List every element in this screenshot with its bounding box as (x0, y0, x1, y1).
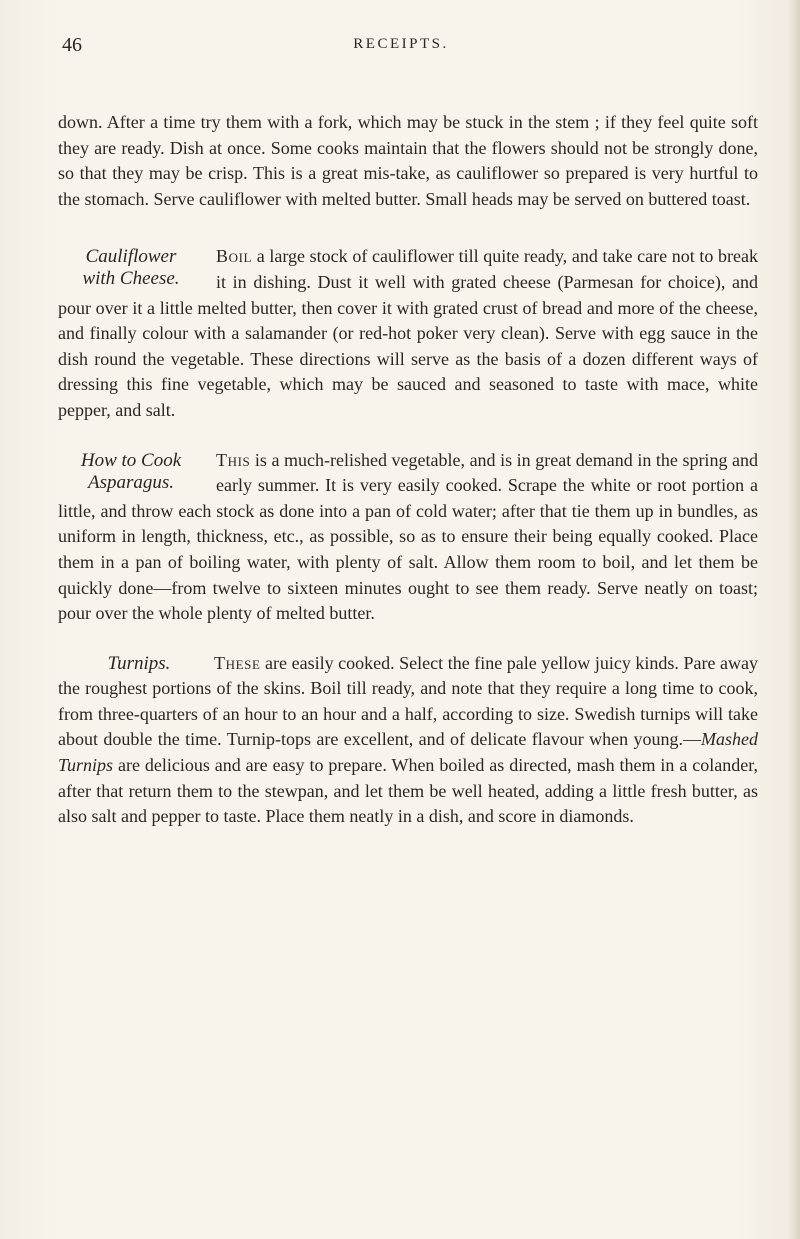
recipe-title-line: How to Cook (80, 449, 182, 471)
recipe-body-continued: are delicious and are easy to prepare. When boiled as directed, mash them in a colander, after that return them to the stewpan, and let them be well heated, adding a little fresh butter, as also salt and pepper to taste. Place them neatly in a dish, and score in diamonds. (58, 755, 758, 827)
recipe-title (58, 246, 204, 290)
recipe-title (72, 653, 206, 675)
continuation-paragraph: down. After a time try them with a fork, which may be stuck in the stem ; if they feel quite soft they are ready. Dish at once. Some cooks maintain that the flowers should not be strongly done, so that they may be crisp. This is a great mis-take, as cauliflower so prepared is very hurtful to the stomach. Serve cauliflower with melted butter. Small heads may be served on buttered toast. (58, 112, 758, 209)
recipe-title-line: Cauliflower (85, 246, 177, 268)
recipe-title-line: Asparagus. (87, 471, 175, 493)
page-edge-shadow (788, 0, 800, 1239)
recipe-turnips (58, 651, 758, 830)
recipe-cross-reference: Mashed Turnips (58, 729, 758, 776)
recipe-body: is a much-relished vegetable, and is in great demand in the spring and early summer. It is very easily cooked. Scrape the white or root portion a little, and throw each stock as done into a pan of cold water; after that tie them up in bundles, as uniform in length, thickness, etc., as possible, so as to ensure their being equally cooked. Place them in a pan of boiling water, with plenty of salt. Allow them room to boil, and let them be quickly done—from twelve to sixteen minutes ought to see them ready. Serve neatly on toast; pour over the whole plenty of melted butter. (58, 449, 758, 624)
recipe-title-line: with Cheese. (82, 268, 180, 290)
recipe-body: a large stock of cauliflower till quite ready, and take care not to break it in dishing. Dust it well with grated cheese (Parmesan for choice), and pour over it a little melted butter, then cover it with grated crust of bread and more of the cheese, and finally colour with a salamander (or red-hot poker very clean). Serve with egg sauce in the dish round the vegetable. These directions will serve as the basis of a dozen different ways of dressing this fine vegetable, which may be sauced and seasoned to taste with mace, white pepper, and salt. (58, 246, 758, 420)
recipe-lead-word: This (216, 449, 251, 470)
page-header (62, 34, 740, 64)
running-head: RECEIPTS. (353, 36, 449, 52)
recipe-lead-word: Boil (216, 246, 253, 267)
recipe-body: are easily cooked. Select the fine pale yellow juicy kinds. Pare away the roughest portions of the skins. Boil till ready, and note that they require a long time to cook, from three-quarters of an hour to an hour and a half, according to size. Swedish turnips will take about double the time. Turnip-tops are excellent, and of delicate flavour when young.— (58, 652, 758, 750)
text-block (58, 110, 758, 830)
recipe-title (58, 450, 204, 494)
recipe-lead-word: These (214, 652, 261, 673)
page-number: 46 (62, 34, 82, 56)
recipe-how-to-cook-asparagus (58, 448, 758, 627)
recipe-title-line: Turnips. (107, 652, 171, 674)
recipe-cauliflower-with-cheese (58, 244, 758, 423)
recipe-paragraph (58, 651, 758, 830)
